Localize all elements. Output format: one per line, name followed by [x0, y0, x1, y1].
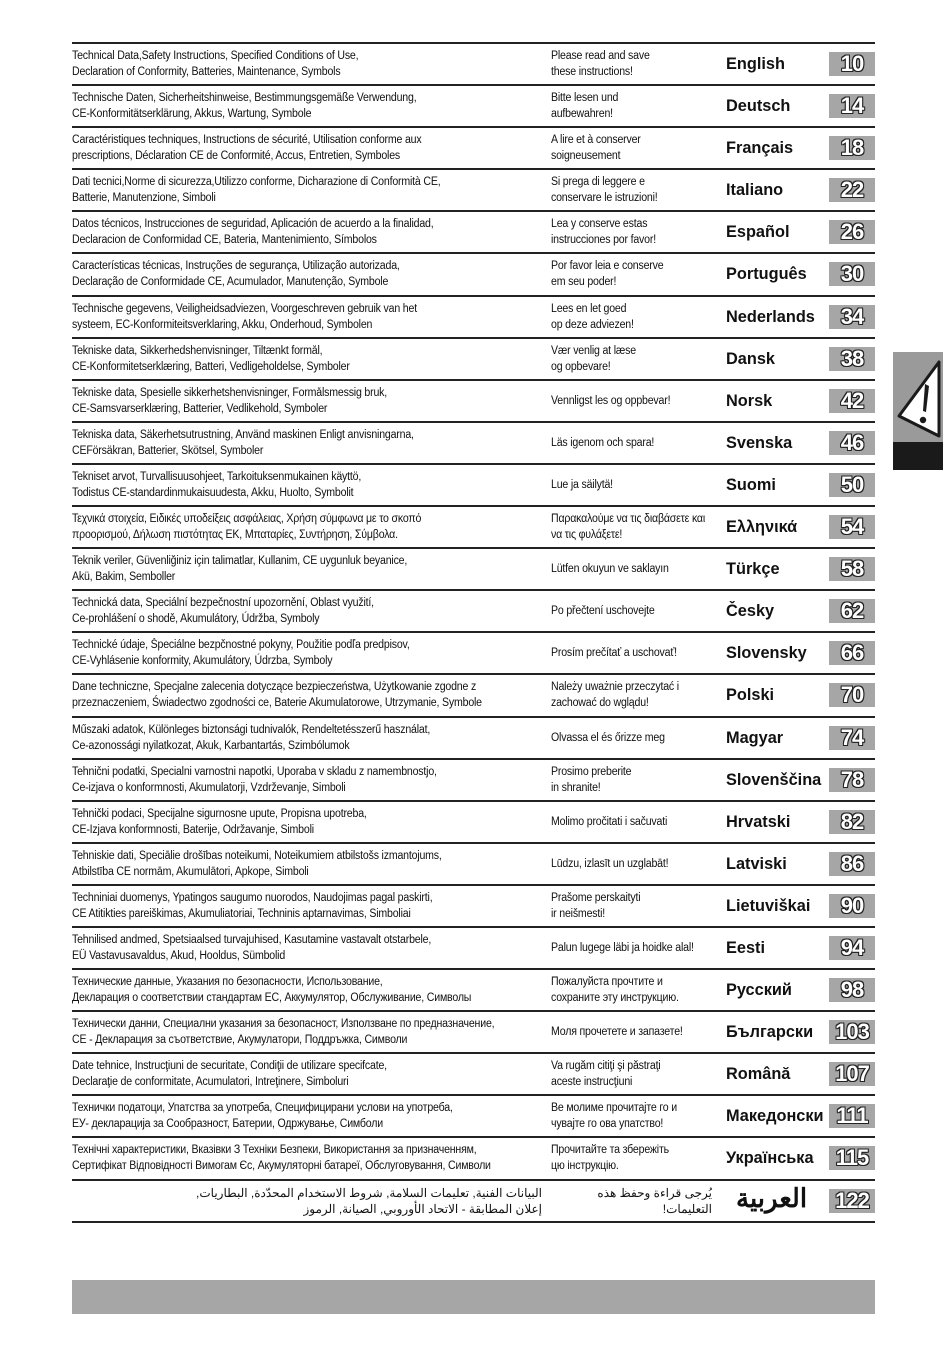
- page-number-badge[interactable]: 62: [829, 599, 875, 623]
- language-name: Česky: [726, 601, 775, 621]
- language-row: [72, 1012, 875, 1054]
- language-name: Ελληνικά: [726, 517, 798, 537]
- read-and-save-note: Prosím prečítať a uschovať!: [551, 647, 677, 660]
- language-name: Deutsch: [726, 96, 791, 116]
- language-row: [72, 970, 875, 1012]
- language-row: [72, 844, 875, 886]
- read-and-save-note: Por favor leia e conserve em seu poder!: [551, 260, 664, 289]
- language-name: Nederlands: [726, 306, 815, 326]
- language-row: [72, 381, 875, 423]
- page-number-badge[interactable]: 54: [829, 515, 875, 539]
- read-and-save-note: Va rugăm citiţi şi păstraţi aceste instrucţiuni: [551, 1060, 661, 1089]
- language-name: English: [726, 54, 785, 73]
- warning-icon: [895, 360, 943, 440]
- page-number-badge[interactable]: 111: [829, 1104, 875, 1128]
- page-number-badge[interactable]: 30: [829, 262, 875, 286]
- read-and-save-note: Należy uważnie przeczytać i zachować do wglądu!: [551, 681, 679, 710]
- read-and-save-note: Please read and save these instructions!: [551, 50, 650, 78]
- read-and-save-note: A lire et à conserver soigneusement: [551, 134, 641, 163]
- section-description: Tekniska data, Säkerhetsutrustning, Använd maskinen Enligt anvisningarna, CEFörsäkran, Batterier, Skötsel, Symboler: [72, 428, 414, 457]
- page-number-badge[interactable]: 82: [829, 810, 875, 834]
- section-description: Technische Daten, Sicherheitshinweise, Bestimmungsgemäße Verwendung, CE-Konformitätserklärung, Akkus, Wartung, Symbole: [72, 92, 417, 121]
- language-row: [72, 1138, 875, 1180]
- page-number-badge[interactable]: 66: [829, 641, 875, 665]
- language-name: Български: [726, 1022, 814, 1042]
- language-name: Slovensky: [726, 643, 807, 663]
- read-and-save-note: Prosimo preberite in shranite!: [551, 765, 632, 794]
- page-number-badge[interactable]: 58: [829, 557, 875, 581]
- language-name: Slovenščina: [726, 769, 822, 789]
- language-row: [72, 886, 875, 928]
- language-name: Magyar: [726, 727, 784, 747]
- read-and-save-note: Lütfen okuyun ve saklayın: [551, 563, 669, 576]
- section-description: Techniniai duomenys, Ypatingos saugumo nuorodos, Naudojimas pagal paskirti, CE Atitikties pareiškimas, Akumuliatoriai, Techninis aptarnavimas, Simboliai: [72, 891, 433, 920]
- read-and-save-note: Моля прочетете и запазете!: [551, 1026, 683, 1039]
- read-and-save-note: Lue ja säilytä!: [551, 478, 613, 491]
- read-and-save-note: Lea y conserve estas instrucciones por favor!: [551, 218, 656, 247]
- language-name: Türkçe: [726, 559, 780, 579]
- read-and-save-note: يُرجى قراءة وحفظ هذه التعليمات!: [597, 1185, 712, 1216]
- section-description: Tehniskie dati, Speciālie drošības noteikumi, Noteikumiem atbilstošs izmantojums, Atbilstība CE normām, Akumulātori, Apkope, Simboli: [72, 849, 442, 878]
- section-description: Tehnički podaci, Specijalne sigurnosne upute, Propisna upotreba, CE-Izjava konformnosti, Baterije, Održavanje, Simboli: [72, 807, 367, 836]
- language-row: [72, 591, 875, 633]
- language-row: [72, 212, 875, 254]
- page-number-badge[interactable]: 78: [829, 768, 875, 792]
- language-row: [72, 675, 875, 717]
- section-description: Dati tecnici,Norme di sicurezza,Utilizzo conforme, Dicharazione di Conformità CE, Batterie, Manutenzione, Simboli: [72, 176, 441, 205]
- section-description: Tehnilised andmed, Spetsiaalsed turvajuhised, Kasutamine vastavalt otstarbele, EÜ Vastavusavaldus, Akud, Hooldus, Sümbolid: [72, 933, 432, 962]
- language-row: [72, 339, 875, 381]
- language-name: Français: [726, 138, 794, 158]
- section-description: Műszaki adatok, Különleges biztonsági tudnivalók, Rendeltetésszerű használat, Ce-azonossági nyilatkozat, Akuk, Karbantartás, Szimbólumok: [72, 723, 431, 752]
- read-and-save-note: Prašome perskaityti ir neišmesti!: [551, 891, 641, 920]
- read-and-save-note: Läs igenom och spara!: [551, 436, 655, 449]
- page-number-badge[interactable]: 14: [829, 94, 875, 118]
- language-index-table: [72, 42, 875, 1223]
- section-description: البيانات الفنية, تعليمات السلامة, شروط الاستخدام المحدّدة, البطاريات, إعلان المطابقة - الاتحاد الأوروبي, الصيانة, الرموز: [196, 1185, 542, 1216]
- read-and-save-note: Bitte lesen und aufbewahren!: [551, 92, 619, 121]
- language-name: Latviski: [726, 853, 787, 873]
- read-and-save-note: Пожалуйста прочтите и сохраните эту инструкцию.: [551, 976, 679, 1005]
- language-row: [72, 297, 875, 339]
- language-name: Polski: [726, 685, 775, 705]
- language-name: Português: [726, 264, 807, 284]
- page-number-badge[interactable]: 10: [829, 52, 875, 76]
- page-number-badge[interactable]: 18: [829, 136, 875, 160]
- section-description: Date tehnice, Instrucţiuni de securitate, Condiţii de utilizare specifcate, Declaraţie de conformitate, Acumulatori, Intreţinere, Simboluri: [72, 1060, 387, 1089]
- language-name: Lietuviškai: [726, 895, 811, 915]
- page-number-badge[interactable]: 70: [829, 683, 875, 707]
- page-number-badge[interactable]: 38: [829, 347, 875, 371]
- page-number-badge[interactable]: 22: [829, 178, 875, 202]
- read-and-save-note: Olvassa el és őrizze meg: [551, 731, 665, 744]
- page-number-badge[interactable]: 86: [829, 852, 875, 876]
- read-and-save-note: Прочитайте та збережіть цю інструкцію.: [551, 1144, 669, 1173]
- read-and-save-note: Si prega di leggere e conservare le istruzioni!: [551, 176, 658, 205]
- section-description: Технички податоци, Упатства за употреба, Специфицирани услови на употреба, ЕУ- декларација за Сообразност, Батерии, Одржување, Симболи: [72, 1102, 453, 1131]
- page-number-badge[interactable]: 115: [829, 1146, 875, 1170]
- language-name: Українська: [726, 1148, 814, 1168]
- section-description: Technical Data,Safety Instructions, Specified Conditions of Use, Declaration of Conformity, Batteries, Maintenance, Symbols: [72, 50, 359, 78]
- language-name: Dansk: [726, 348, 775, 368]
- language-name: Suomi: [726, 474, 776, 494]
- language-row: [72, 128, 875, 170]
- language-row: [72, 170, 875, 212]
- section-description: Τεχνικά στοιχεία, Ειδικές υποδείξεις ασφάλειας, Χρήση σύμφωνα με το σκοπό προορισμού, Δήλωση πιστότητας ΕΚ, Μπαταρίες, Συντήρηση, Σύμβολα.: [72, 513, 422, 542]
- section-description: Technische gegevens, Veiligheidsadviezen, Voorgeschreven gebruik van het systeem, EC-Konformiteitsverklaring, Akku, Onderhoud, Symbolen: [72, 302, 417, 331]
- language-row: [72, 633, 875, 675]
- language-row: [72, 549, 875, 591]
- page-number-badge[interactable]: 46: [829, 431, 875, 455]
- language-name: Español: [726, 222, 790, 242]
- section-description: Datos técnicos, Instrucciones de seguridad, Aplicación de acuerdo a la finalidad, Declaracion de Conformidad CE, Bateria, Mantenimiento, Símbolos: [72, 218, 434, 247]
- language-row: [72, 1096, 875, 1138]
- language-name: Română: [726, 1064, 791, 1084]
- read-and-save-note: Vennligst les og oppbevar!: [551, 394, 671, 407]
- language-name: العربية: [736, 1182, 808, 1213]
- language-row: [72, 86, 875, 128]
- read-and-save-note: Lees en let goed op deze adviezen!: [551, 302, 634, 331]
- section-description: Tekniske data, Spesielle sikkerhetshenvisninger, Formålsmessig bruk, CE-Samsvarserklæring, Batterier, Vedlikehold, Symboler: [72, 386, 388, 415]
- page-number-badge[interactable]: 34: [829, 305, 875, 329]
- section-description: Технические данные, Указания по безопасности, Использование, Декларация о соответствии стандартам ЕС, Аккумулятор, Обслуживание, Символы: [72, 976, 472, 1005]
- page-number-badge[interactable]: 90: [829, 894, 875, 918]
- section-description: Caractéristiques techniques, Instructions de sécurité, Utilisation conforme aux prescriptions, Déclaration CE de Conformité, Accus, Entretien, Symboles: [72, 134, 422, 163]
- language-row: [72, 423, 875, 465]
- language-name: Italiano: [726, 180, 784, 200]
- language-row: [72, 760, 875, 802]
- section-description: Технически данни, Специални указания за безопасност, Използване по предназначение, CE - Декларация за съответствие, Акумулатори, Поддръжка, Символи: [72, 1018, 495, 1047]
- footer-bar: [72, 1280, 875, 1314]
- read-and-save-note: Ве молиме прочитајте го и чувајте го ова упатство!: [551, 1102, 677, 1131]
- page-number-badge[interactable]: 42: [829, 389, 875, 413]
- language-row: [72, 507, 875, 549]
- language-name: Русский: [726, 980, 792, 1000]
- section-description: Teknik veriler, Güvenliğiniz için talimatlar, Kullanim, CE uygunluk beyanice, Akü, Bakim, Semboller: [72, 555, 408, 584]
- language-name: Македонски: [726, 1106, 824, 1126]
- language-name: Eesti: [726, 937, 766, 957]
- section-description: Tekniset arvot, Turvallisuusohjeet, Tarkoituksenmukainen käyttö, Todistus CE-standardinmukaisuudesta, Akku, Huolto, Symbolit: [72, 470, 362, 499]
- page-number-badge[interactable]: 74: [829, 726, 875, 750]
- language-row: [72, 928, 875, 970]
- safety-side-tab: [893, 352, 943, 470]
- section-description: Technické údaje, Špeciálne bezpčnostné pokyny, Použitie podľa predpisov, CE-Vyhlásenie konformity, Akumulátory, Údrzba, Symboly: [72, 639, 410, 668]
- page-number-badge[interactable]: 98: [829, 978, 875, 1002]
- section-description: Tehnični podatki, Specialni varnostni napotki, Uporaba v skladu z namembnostjo, Ce-izjava o konformnosti, Akumulatorji, Vzdrževanje, Simboli: [72, 765, 437, 794]
- language-row: [72, 1181, 875, 1223]
- language-name: Svenska: [726, 432, 793, 452]
- language-name: Hrvatski: [726, 811, 791, 831]
- read-and-save-note: Παρακαλούμε να τις διαβάσετε και να τις φυλάξετε!: [551, 513, 706, 542]
- section-description: Dane techniczne, Specjalne zalecenia dotyczące bezpieczeństwa, Użytkowanie zgodne z przeznaczeniem, Świadectwo zgodności ce, Baterie Akumulatorowe, Utrzymanie, Symbole: [72, 681, 482, 710]
- page-number-badge[interactable]: 122: [829, 1189, 875, 1213]
- section-description: Technická data, Speciální bezpečnostní upozornění, Oblast využití, Ce-prohlášení o shodě, Akumulátory, Údržba, Symboly: [72, 597, 374, 626]
- section-description: Características técnicas, Instruções de segurança, Utilização autorizada, Declaração de Conformidade CE, Acumulador, Manutenção, Symbole: [72, 260, 400, 289]
- section-description: Tekniske data, Sikkerhedshenvisninger, Tiltænkt formål, CE-Konformitetserklæring, Batteri, Vedligeholdelse, Symboler: [72, 344, 350, 373]
- page-number-badge[interactable]: 103: [829, 1020, 875, 1044]
- read-and-save-note: Lūdzu, izlasīt un uzglabāt!: [551, 857, 669, 870]
- language-row: [72, 254, 875, 296]
- language-name: Norsk: [726, 390, 773, 410]
- language-row: [72, 1054, 875, 1096]
- read-and-save-note: Vær venlig at læse og opbevare!: [551, 344, 636, 373]
- language-row: [72, 718, 875, 760]
- language-rows: [72, 44, 875, 1223]
- page-number-badge[interactable]: 94: [829, 936, 875, 960]
- language-row: [72, 465, 875, 507]
- language-row: [72, 802, 875, 844]
- page-number-badge[interactable]: 26: [829, 220, 875, 244]
- read-and-save-note: Palun lugege läbi ja hoidke alal!: [551, 941, 694, 954]
- language-row: [72, 44, 875, 86]
- page-number-badge[interactable]: 107: [829, 1062, 875, 1086]
- page-number-badge[interactable]: 50: [829, 473, 875, 497]
- read-and-save-note: Molimo pročitati i sačuvati: [551, 815, 668, 828]
- section-description: Технічні характеристики, Вказівки З Техніки Безпеки, Використання за призначенням, Сертифікат Відповідності Вимогам Єс, Акумуляторні батареї, Обслуговування, Символи: [72, 1144, 491, 1173]
- read-and-save-note: Po přečtení uschovejte: [551, 605, 655, 618]
